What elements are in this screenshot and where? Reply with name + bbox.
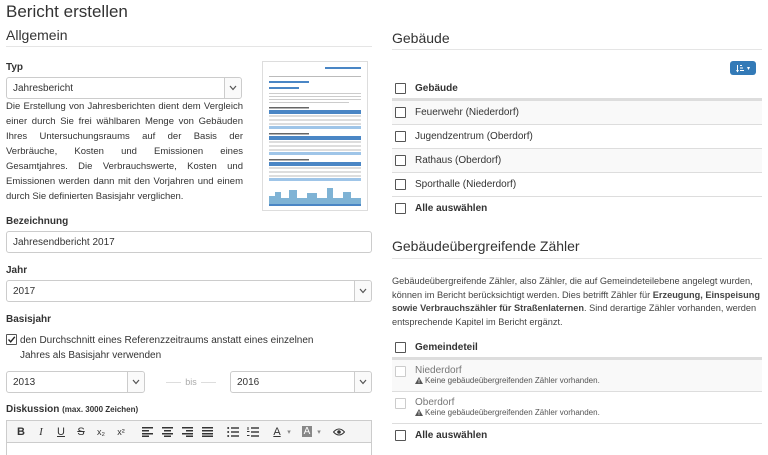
table-row[interactable] xyxy=(392,148,762,172)
table-row[interactable] xyxy=(392,124,762,148)
subscript-button[interactable]: x₂ xyxy=(97,426,105,437)
row-checkbox[interactable] xyxy=(395,131,406,142)
bold-button[interactable]: B xyxy=(17,425,25,438)
referenz-to-select[interactable] xyxy=(230,371,372,393)
numbered-list-button[interactable] xyxy=(243,423,263,441)
header-checkbox[interactable] xyxy=(395,83,406,94)
align-center-icon xyxy=(162,427,173,437)
select-all-row[interactable] xyxy=(392,423,762,447)
superscript-button[interactable]: x² xyxy=(117,426,125,437)
select-all-row[interactable] xyxy=(392,196,762,220)
basisjahr-checkbox[interactable] xyxy=(6,334,17,345)
gebaeude-label: Sporthalle (Niederdorf) xyxy=(415,179,517,190)
underline-button[interactable]: U xyxy=(57,425,65,438)
from-select-value: 2013 xyxy=(13,376,36,388)
section-title-zaehler: Gebäudeübergreifende Zähler xyxy=(392,238,580,254)
bis-separator xyxy=(166,377,216,387)
row-checkbox-disabled xyxy=(395,366,406,377)
select-all-label: Alle auswählen xyxy=(415,203,488,214)
sort-icon xyxy=(736,64,745,73)
eye-icon xyxy=(333,428,345,436)
align-justify-button[interactable] xyxy=(197,423,217,441)
header-checkbox[interactable] xyxy=(395,342,406,353)
sort-button[interactable] xyxy=(730,61,756,75)
gemeindeteil-table xyxy=(392,337,762,447)
gebaeude-label: Rathaus (Oberdorf) xyxy=(415,155,502,166)
checkbox-checked-icon[interactable] xyxy=(6,334,17,345)
divider xyxy=(392,258,762,259)
diskussion-hint: (max. 3000 Zeichen) xyxy=(62,405,139,414)
align-justify-icon xyxy=(202,427,213,437)
chevron-down-icon xyxy=(354,372,371,392)
editor-toolbar xyxy=(6,420,372,442)
row-checkbox-disabled xyxy=(395,398,406,409)
diskussion-editor[interactable] xyxy=(6,442,372,455)
warning-text: Keine gebäudeübergreifenden Zähler vorhanden. xyxy=(425,408,600,417)
report-preview-image xyxy=(262,61,368,211)
select-all-checkbox[interactable] xyxy=(395,203,406,214)
bullet-list-button[interactable] xyxy=(223,423,243,441)
gemeindeteil-header-label: Gemeindeteil xyxy=(415,341,478,353)
strikethrough-button[interactable]: S xyxy=(77,425,85,438)
bg-color-label: A xyxy=(303,426,311,437)
warning-note xyxy=(415,408,600,417)
warning-icon xyxy=(415,377,423,384)
jahr-select[interactable] xyxy=(6,280,372,302)
jahr-select-value: 2017 xyxy=(13,285,36,297)
warning-note xyxy=(415,376,600,385)
align-left-icon xyxy=(142,427,153,437)
basisjahr-label: Basisjahr xyxy=(6,314,52,325)
gebaeude-header-label: Gebäude xyxy=(415,82,458,94)
chevron-down-icon xyxy=(354,281,371,301)
gebaeude-table-header xyxy=(392,78,762,100)
typ-select-value: Jahresbericht xyxy=(13,82,74,94)
bis-label: bis xyxy=(185,377,197,387)
gebaeude-label: Feuerwehr (Niederdorf) xyxy=(415,107,519,118)
warning-text: Keine gebäudeübergreifenden Zähler vorhanden. xyxy=(425,376,600,385)
zaehler-desc-part2: . Sind derartige Zähler vorhanden, werden entsprechende Kapitel im Bericht ergänzt. xyxy=(392,303,757,327)
font-color-button[interactable]: A xyxy=(273,425,281,438)
divider xyxy=(6,46,372,47)
warning-icon xyxy=(415,409,423,416)
chevron-down-icon xyxy=(224,78,241,98)
font-color-caret-icon[interactable]: ▾ xyxy=(287,428,291,436)
to-select-value: 2016 xyxy=(237,376,260,388)
zaehler-description xyxy=(392,275,764,329)
chevron-down-icon xyxy=(127,372,144,392)
gemeindeteil-label: Oberdorf xyxy=(415,397,455,408)
gebaeude-table xyxy=(392,78,762,220)
section-title-gebaeude: Gebäude xyxy=(392,30,450,46)
typ-description: Die Erstellung von Jahresberichten dient dem Vergleich einer durch Sie frei wählbaren Menge von Gebäuden Ihres Untersuchungsraums auf der Basis der Verbräuche, Kosten und Emissionen eines Gesamtjahres. Die Verbrauchswerte, Kosten und Emissionen werden dann mit den Vorjahren und einem durch Sie definierten Basisjahr verglichen. xyxy=(6,101,243,202)
row-checkbox[interactable] xyxy=(395,107,406,118)
align-center-button[interactable] xyxy=(157,423,177,441)
table-row[interactable] xyxy=(392,172,762,196)
row-checkbox[interactable] xyxy=(395,179,406,190)
align-right-icon xyxy=(182,427,193,437)
caret-down-icon: ▾ xyxy=(746,65,750,72)
gemeindeteil-label: Niederdorf xyxy=(415,365,462,376)
numbered-list-icon xyxy=(247,427,259,437)
italic-button[interactable]: I xyxy=(39,425,43,438)
typ-select[interactable] xyxy=(6,77,242,99)
bezeichnung-input[interactable]: Jahresendbericht 2017 xyxy=(6,231,372,253)
zaehler-desc-part1: Gebäudeübergreifende Zähler, also Zähler, die auf Gemeindeteilebene angelegt wurden, können im Bericht berücksichtigt werden. Dies betrifft Zähler für xyxy=(392,276,753,300)
diskussion-label: Diskussion xyxy=(6,404,60,415)
typ-label: Typ xyxy=(6,62,24,73)
bg-color-caret-icon[interactable]: ▾ xyxy=(317,428,321,436)
basisjahr-checkbox-label: den Durchschnitt eines Referenzzeitraums anstatt eines einzelnen Jahres als Basisjahr verwenden xyxy=(20,335,314,361)
jahr-label: Jahr xyxy=(6,265,28,276)
divider xyxy=(392,49,762,50)
diskussion-label-group xyxy=(6,404,138,415)
preview-button[interactable] xyxy=(329,423,349,441)
bullet-list-icon xyxy=(227,427,239,437)
align-left-button[interactable] xyxy=(137,423,157,441)
page-title: Bericht erstellen xyxy=(6,2,128,21)
align-right-button[interactable] xyxy=(177,423,197,441)
referenz-from-select[interactable] xyxy=(6,371,145,393)
gebaeude-label: Jugendzentrum (Oberdorf) xyxy=(415,131,533,142)
table-row xyxy=(392,391,762,423)
zaehler-desc-bold: Erzeugung, Einspeisung sowie Verbrauchszähler für Straßenlaternen xyxy=(392,289,760,313)
bezeichnung-label: Bezeichnung xyxy=(6,216,69,227)
gemeindeteil-table-header xyxy=(392,337,762,359)
table-row xyxy=(392,359,762,391)
select-all-checkbox[interactable] xyxy=(395,430,406,441)
bg-color-button[interactable] xyxy=(299,423,315,441)
select-all-label: Alle auswählen xyxy=(415,430,488,441)
table-row[interactable] xyxy=(392,100,762,124)
section-title-allgemein: Allgemein xyxy=(6,27,68,43)
row-checkbox[interactable] xyxy=(395,155,406,166)
